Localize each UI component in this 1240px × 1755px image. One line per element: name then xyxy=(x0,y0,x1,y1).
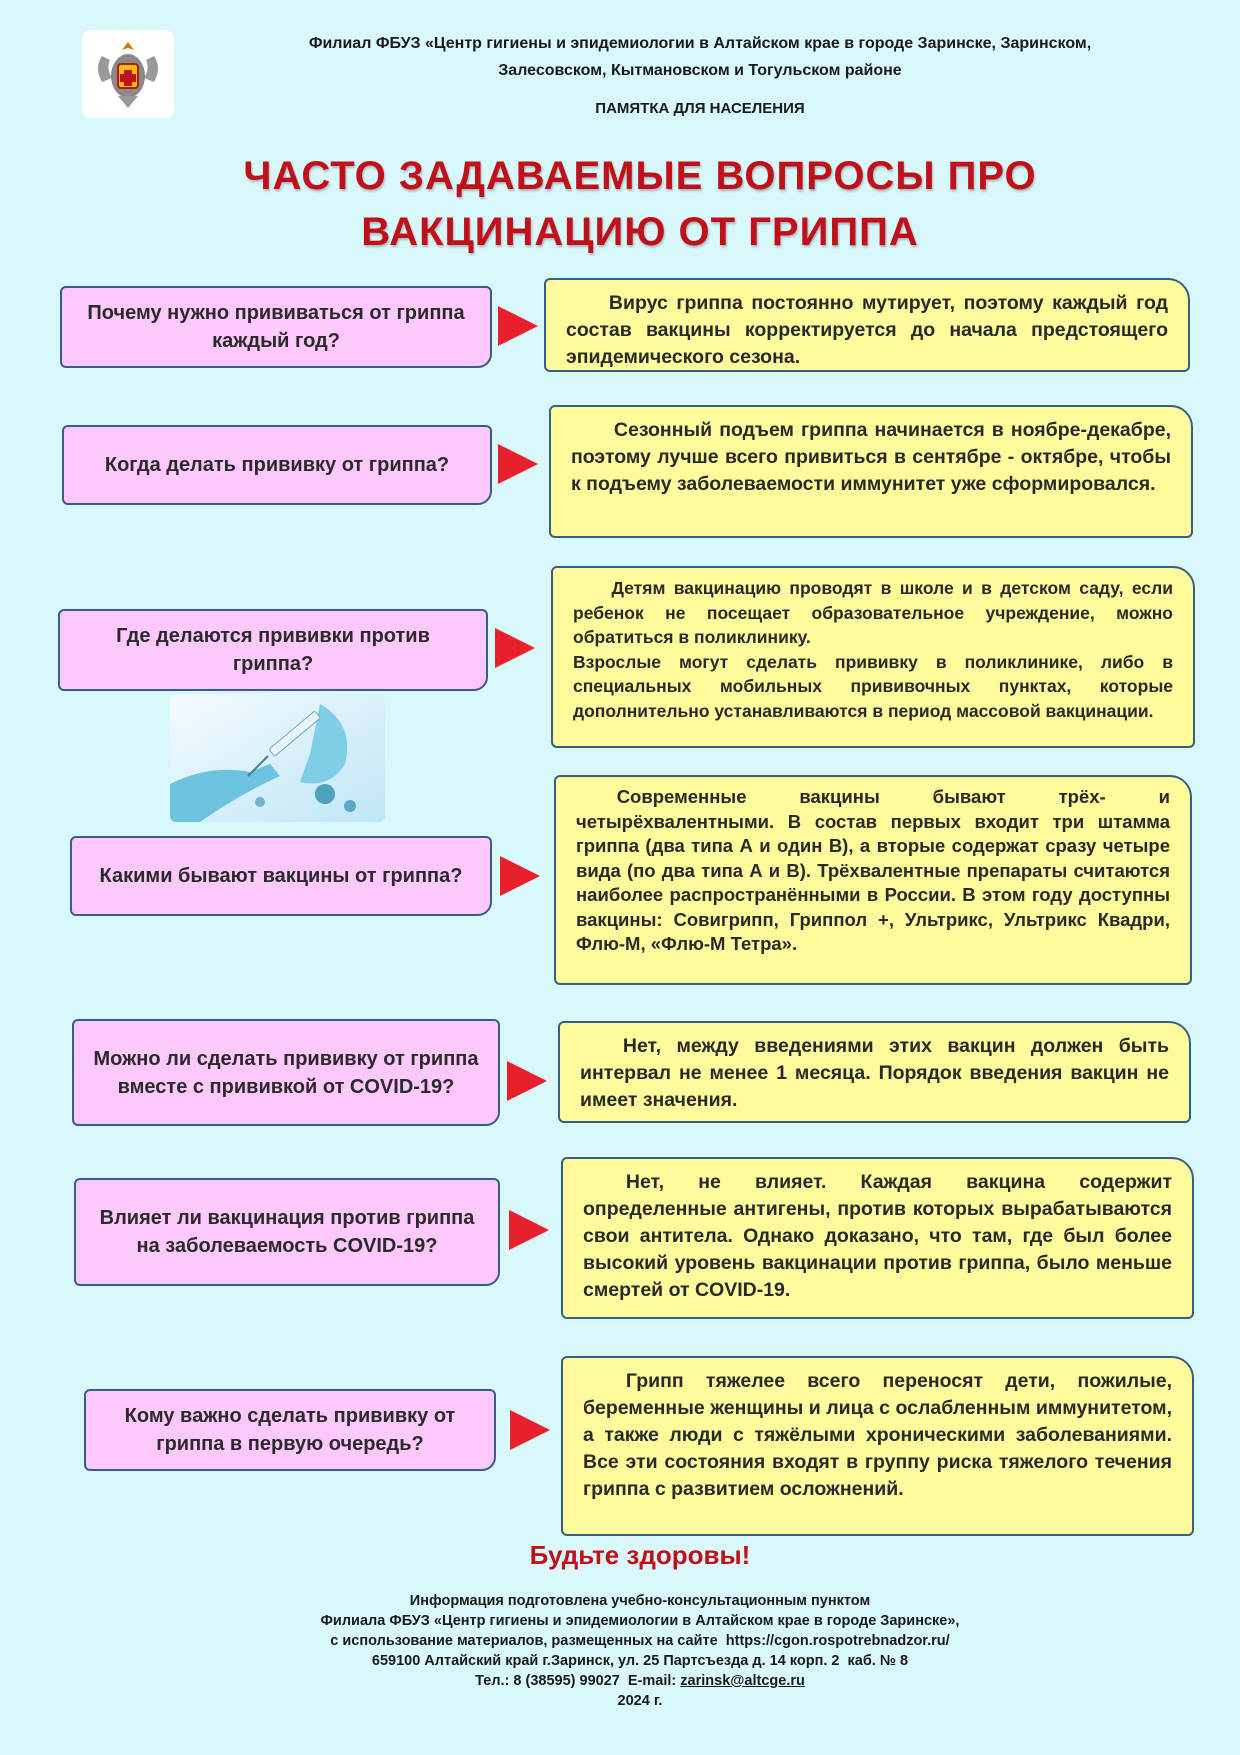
arrow-right-icon xyxy=(498,306,538,346)
arrow-right-icon xyxy=(509,1210,549,1250)
footer-phone: Тел.: 8 (38595) 99027 E-mail: xyxy=(475,1673,681,1689)
answer-box: Сезонный подъем гриппа начинается в ноябре-декабре, поэтому лучше всего привиться в сентябре - октябре, чтобы к подъему заболеваемости иммунитет уже сформировался. xyxy=(549,405,1193,538)
rospotrebnadzor-emblem-icon xyxy=(82,30,174,118)
footer-line: Информация подготовлена учебно-консультационным пунктом xyxy=(409,1593,871,1609)
answer-box xyxy=(551,566,1195,748)
footer-email-link[interactable]: zarinsk@altcge.ru xyxy=(680,1673,805,1689)
answer-box: Современные вакцины бывают трёх- и четырёхвалентными. В состав первых входит три штамма гриппа (два типа А и один В), а вторые содержат сразу четыре вида (по два типа А и В). Трёхвалентные препараты считаются наиболее распространёнными в России. В этом году доступны вакцины: Совигрипп, Гриппол +, Ультрикс, Ультрикс Квадри, Флю-М, «Флю-М Тетра». xyxy=(554,775,1192,985)
page-title xyxy=(40,148,1240,260)
memo-label: ПАМЯТКА ДЛЯ НАСЕЛЕНИЯ xyxy=(595,100,805,117)
title-line-2: ВАКЦИНАЦИЮ ОТ ГРИППА xyxy=(361,210,919,254)
footer-line: 659100 Алтайский край г.Заринск, ул. 25 Партсъезда д. 14 корп. 2 каб. № 8 xyxy=(371,1653,909,1669)
arrow-right-icon xyxy=(500,856,540,896)
arrow-right-icon xyxy=(495,628,535,668)
vaccination-photo xyxy=(170,694,385,822)
question-box: Когда делать прививку от гриппа? xyxy=(62,425,492,505)
arrow-right-icon xyxy=(507,1061,547,1101)
answer-box: Вирус гриппа постоянно мутирует, поэтому каждый год состав вакцины корректируется до начала предстоящего эпидемического сезона. xyxy=(544,278,1190,372)
org-line-1: Филиал ФБУЗ «Центр гигиены и эпидемиологии в Алтайском крае в городе Заринске, Заринском, xyxy=(308,35,1092,52)
question-box: Какими бывают вакцины от гриппа? xyxy=(70,836,492,916)
question-box: Где делаются прививки против гриппа? xyxy=(58,609,488,691)
question-box: Кому важно сделать прививку от гриппа в первую очередь? xyxy=(84,1389,496,1471)
question-box: Можно ли сделать прививку от гриппа вместе с прививкой от COVID-19? xyxy=(72,1019,500,1126)
organization-name xyxy=(200,30,1200,84)
arrow-right-icon xyxy=(510,1410,550,1450)
footer-year: 2024 г. xyxy=(617,1693,663,1709)
answer-paragraph-2: Взрослые могут сделать прививку в поликлинике, либо в специальных мобильных прививочных пунктах, которые дополнительно устанавливаются в период массовой вакцинации. xyxy=(573,651,1173,721)
footer-info xyxy=(40,1591,1240,1711)
answer-box: Нет, между введениями этих вакцин должен быть интервал не менее 1 месяца. Порядок введения вакцин не имеет значения. xyxy=(558,1021,1191,1123)
footer-contacts xyxy=(40,1671,1240,1691)
footer-line: с использование материалов, размещенных на сайте https://cgon.rospotrebnadzor.ru/ xyxy=(330,1633,950,1649)
arrow-right-icon xyxy=(498,444,538,484)
question-box: Почему нужно прививаться от гриппа каждый год? xyxy=(60,286,492,368)
org-line-2: Залесовском, Кытмановском и Тогульском районе xyxy=(498,62,902,79)
answer-paragraph-1: Детям вакцинацию проводят в школе и в детском саду, если ребенок не посещает образовательное учреждение, можно обратиться в поликлинику. xyxy=(573,578,1173,647)
title-line-1: ЧАСТО ЗАДАВАЕМЫЕ ВОПРОСЫ ПРО xyxy=(243,154,1037,198)
footer-line: Филиала ФБУЗ «Центр гигиены и эпидемиологии в Алтайском крае в городе Заринске», xyxy=(320,1613,960,1629)
answer-box: Нет, не влияет. Каждая вакцина содержит определенные антигены, против которых вырабатываются свои антитела. Однако доказано, что там, где был более высокий уровень вакцинации против гриппа, было меньше смертей от COVID-19. xyxy=(561,1157,1194,1319)
question-box: Влияет ли вакцинация против гриппа на заболеваемость COVID-19? xyxy=(74,1178,500,1286)
closing-message: Будьте здоровы! xyxy=(529,1540,751,1570)
answer-box: Грипп тяжелее всего переносят дети, пожилые, беременные женщины и лица с ослабленным иммунитетом, а также люди с тяжёлыми хроническими заболеваниями. Все эти состояния входят в группу риска тяжелого течения гриппа с развитием осложнений. xyxy=(561,1356,1194,1536)
